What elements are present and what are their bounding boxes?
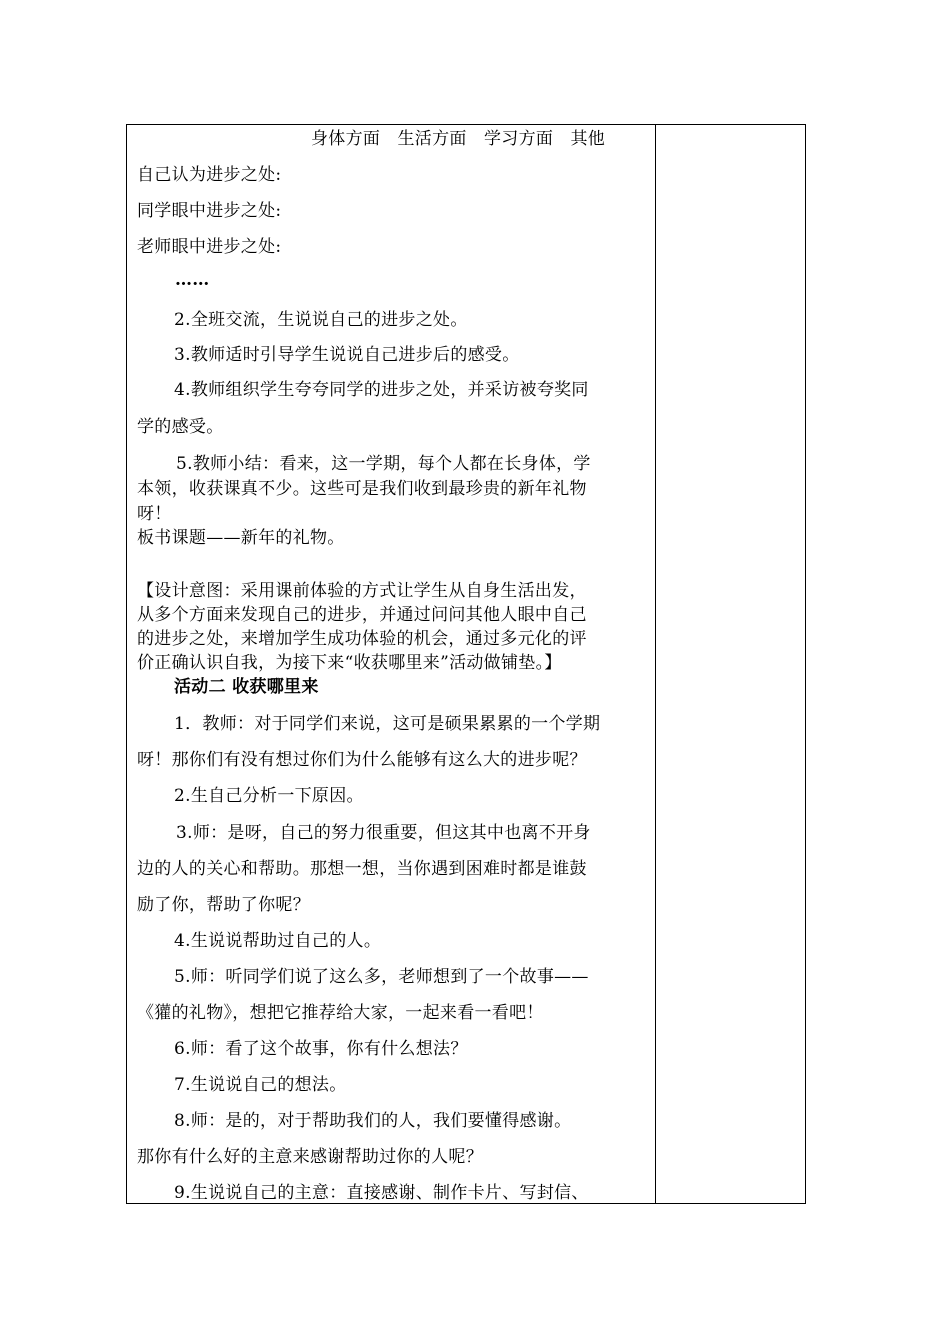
- step-5-line-3: 呀！: [137, 504, 172, 524]
- notes-cell: [656, 125, 805, 1203]
- a2-step-3-line-3: 励了你，帮助了你呢？: [137, 895, 310, 915]
- a2-step-8-line-1: 8.师：是的，对于帮助我们的人，我们要懂得感谢。: [174, 1111, 572, 1131]
- a2-step-3-line-1: 3.师：是呀，自己的努力很重要，但这其中也离不开身: [176, 823, 591, 843]
- ellipsis: ……: [175, 270, 210, 290]
- teacher-progress-label: 老师眼中进步之处:: [137, 237, 282, 257]
- classmate-progress-label: 同学眼中进步之处:: [137, 201, 282, 221]
- design-intent-line-4: 价正确认识自我，为接下来“收获哪里来”活动做铺垫。】: [137, 653, 562, 673]
- step-5-line-1: 5.教师小结：看来，这一学期，每个人都在长身体，学: [176, 454, 591, 474]
- step-4-line-2: 学的感受。: [137, 417, 224, 437]
- header-row: 身体方面 生活方面 学习方面 其他: [311, 129, 606, 149]
- activity-2-title: 活动二 收获哪里来: [174, 677, 319, 697]
- step-4-line-1: 4.教师组织学生夸夸同学的进步之处，并采访被夸奖同: [174, 380, 589, 400]
- a2-step-6: 6.师：看了这个故事，你有什么想法？: [174, 1039, 468, 1059]
- lesson-table: [126, 124, 806, 1204]
- a2-step-4: 4.生说说帮助过自己的人。: [174, 931, 382, 951]
- a2-step-5-line-2: 《獾的礼物》，想把它推荐给大家，一起来看一看吧！: [137, 1003, 544, 1023]
- board-title: 板书课题——新年的礼物。: [137, 528, 345, 548]
- a2-step-1-line-2: 呀！那你们有没有想过你们为什么能够有这么大的进步呢？: [137, 750, 587, 770]
- design-intent-line-1: 【设计意图：采用课前体验的方式让学生从自身生活出发，: [137, 581, 587, 601]
- step-5-line-2: 本领，收获课真不少。这些可是我们收到最珍贵的新年礼物: [137, 479, 587, 499]
- a2-step-3-line-2: 边的人的关心和帮助。那想一想，当你遇到困难时都是谁鼓: [137, 859, 587, 879]
- a2-step-1-line-1: 1．教师：对于同学们来说，这可是硕果累累的一个学期: [174, 714, 601, 734]
- self-progress-label: 自己认为进步之处:: [137, 165, 282, 185]
- a2-step-5-line-1: 5.师：听同学们说了这么多，老师想到了一个故事——: [174, 967, 589, 987]
- a2-step-2: 2.生自己分析一下原因。: [174, 786, 364, 806]
- a2-step-8-line-2: 那你有什么好的主意来感谢帮助过你的人呢？: [137, 1147, 483, 1167]
- a2-step-7: 7.生说说自己的想法。: [174, 1075, 347, 1095]
- a2-step-9: 9.生说说自己的主意：直接感谢、制作卡片、写封信、: [174, 1183, 589, 1203]
- step-3: 3.教师适时引导学生说说自己进步后的感受。: [174, 345, 520, 365]
- step-2: 2.全班交流，生说说自己的进步之处。: [174, 310, 468, 330]
- design-intent-line-2: 从多个方面来发现自己的进步，并通过问问其他人眼中自己: [137, 605, 587, 625]
- design-intent-line-3: 的进步之处，来增加学生成功体验的机会，通过多元化的评: [137, 629, 587, 649]
